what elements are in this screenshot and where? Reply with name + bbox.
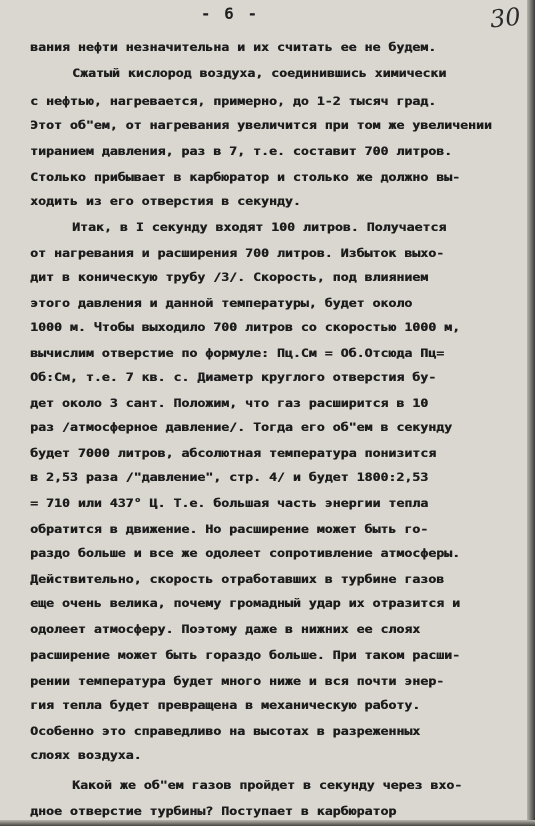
text-line: еще очень велика, почему громадный удар их отразится и: [30, 596, 460, 610]
text-line: Этот об"ем, от нагревания увеличится при том же увеличении: [30, 118, 492, 132]
text-line: раздо больше и все же одолеет сопротивление атмосферы.: [30, 546, 460, 560]
text-line: от нагревания и расширения 700 литров. Избыток выхо-: [30, 246, 445, 260]
text-line: обратится в движение. Но расширение может быть го-: [30, 522, 429, 536]
archive-number: 30: [488, 2, 522, 34]
paper-edge-shadow: [527, 0, 535, 826]
text-line: Особенно это справедливо на высотах в разреженных: [30, 724, 421, 738]
text-line: в 2,53 раза /"давление", стр. 4/ и будет 1800:2,53: [30, 470, 429, 484]
text-line: = 710 или 437° Ц. Т.е. большая часть энергии тепла: [30, 496, 429, 510]
text-line: ходить из его отверстия в секунду.: [30, 194, 301, 208]
page-number: - 6 -: [200, 4, 260, 23]
text-line: будет 7000 литров, абсолютная температура понизится: [30, 446, 437, 460]
text-line: Об:См, т.е. 7 кв. с. Диаметр круглого отверстия бу-: [30, 370, 437, 384]
text-line: вычислим отверстие по формуле: Пц.См = Об.Отсюда Пц=: [30, 346, 445, 360]
text-line: рении температура будет много ниже и вся почти энер-: [30, 674, 445, 688]
text-line: 1000 м. Чтобы выходило 700 литров со скоростью 1000 м,: [30, 320, 460, 334]
text-line: гия тепла будет превращена в механическую работу.: [30, 698, 421, 712]
text-line: слоях воздуха.: [30, 748, 142, 762]
text-line: раз /атмосферное давление/. Тогда его об"ем в секунду: [30, 420, 452, 434]
text-line: с нефтью, нагревается, примерно, до 1-2 тысяч град.: [30, 94, 437, 108]
text-line: дет около 3 сант. Положим, что газ расширится в 10: [30, 396, 429, 410]
text-line: расширение может быть гораздо больше. При таком расши-: [30, 648, 460, 662]
text-line: дит в коническую трубу /3/. Скорость, под влиянием: [30, 270, 429, 284]
text-line: Какой же об"ем газов пройдет в секунду через вхо-: [72, 778, 463, 792]
text-line: тиранием давления, раз в 7, т.е. составит 700 литров.: [30, 144, 452, 158]
paper-bottom-shadow: [0, 820, 535, 826]
text-line: Сжатый кислород воздуха, соединившись химически: [72, 66, 447, 80]
text-line: Итак, в I секунду входят 100 литров. Получается: [72, 220, 447, 234]
text-line: дное отверстие турбины? Поступает в карбюратор: [30, 804, 397, 818]
text-line: вания нефти незначительна и их считать ее не будем.: [30, 40, 437, 54]
text-line: Действительно, скорость отработавших в турбине газов: [30, 572, 445, 586]
text-line: одолеет атмосферу. Поэтому даже в нижних ее слоях: [30, 622, 421, 636]
text-line: этого давления и данной температуры, будет около: [30, 296, 413, 310]
text-line: Столько прибывает в карбюратор и столько же должно вы-: [30, 170, 460, 184]
